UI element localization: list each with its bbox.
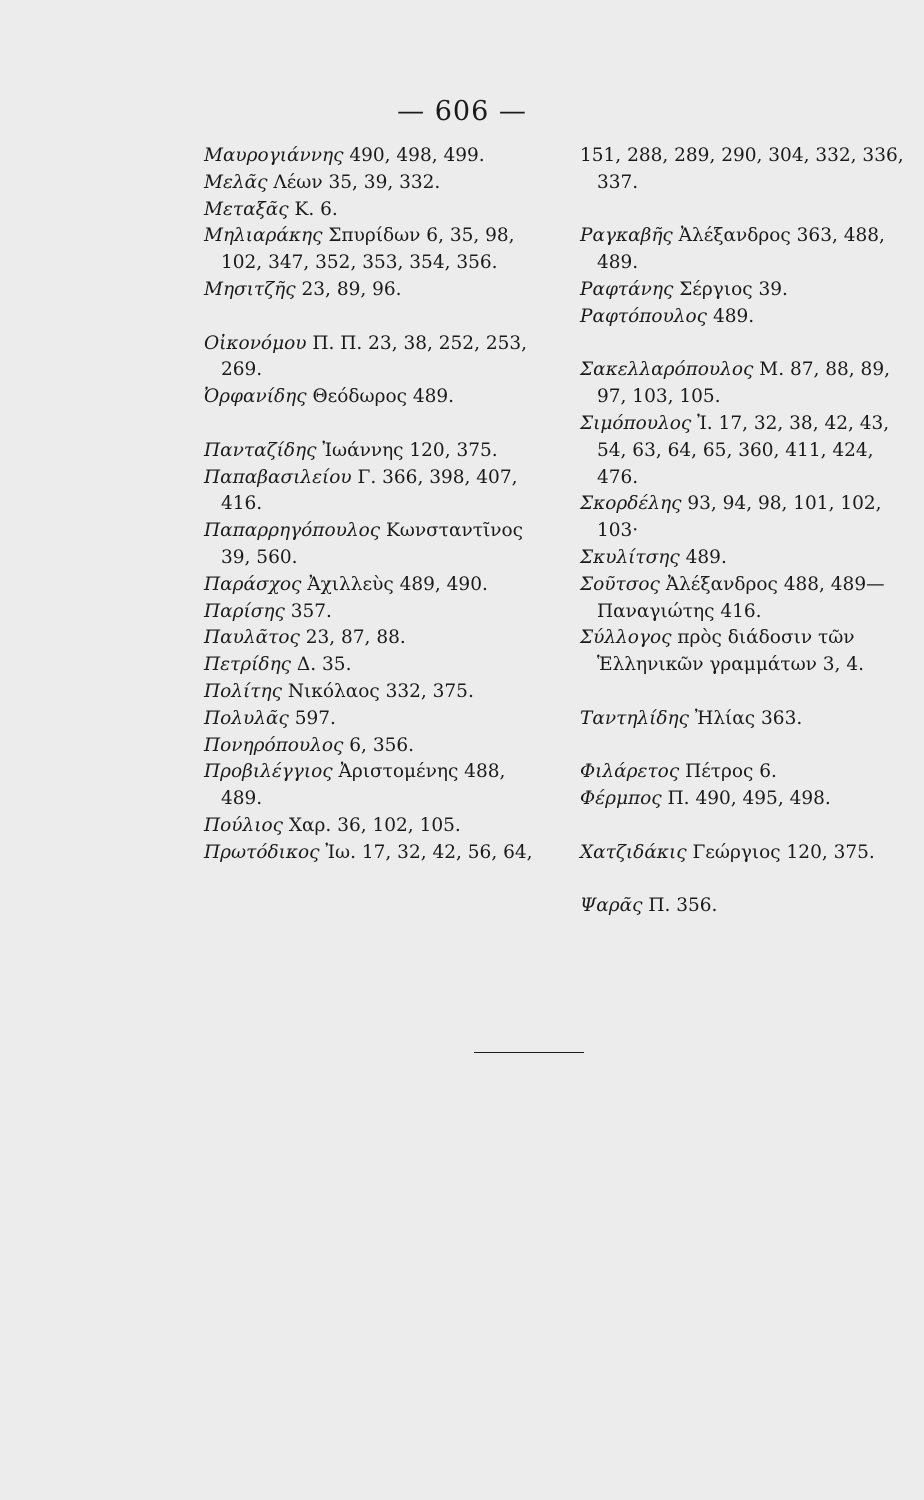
entry-name: Ραφτόπουλος	[580, 305, 708, 327]
entry-refs: Δ. 35.	[296, 654, 352, 676]
entry-name: Μελᾶς	[204, 171, 268, 193]
end-rule	[474, 1052, 584, 1053]
index-entry	[580, 893, 904, 920]
entry-name: Πούλιος	[204, 814, 283, 836]
entry-gap	[204, 411, 544, 438]
entry-gap	[580, 197, 904, 224]
index-entry	[580, 759, 904, 786]
entry-refs: Ἰωάννης 120, 375.	[322, 439, 498, 461]
index-entry	[204, 599, 544, 626]
index-entry	[204, 438, 544, 465]
entry-refs: Π. 356.	[648, 895, 718, 917]
entry-refs: 23, 89, 96.	[301, 278, 402, 300]
entry-refs: 489.	[712, 305, 755, 327]
entry-name: Παρίσης	[204, 600, 285, 622]
entry-name: Φέρμπος	[580, 788, 662, 810]
index-entry	[580, 625, 904, 679]
entry-gap	[580, 733, 904, 760]
entry-name: Χατζιδάκις	[580, 841, 687, 863]
entry-refs: Ἀχιλλεὺς 489, 490.	[307, 573, 488, 595]
index-entry	[204, 813, 544, 840]
index-entry	[204, 223, 544, 277]
entry-refs: Νικόλαος 332, 375.	[287, 680, 474, 702]
entry-refs: 490, 498, 499.	[349, 145, 485, 166]
entry-refs: πρὸς διάδοσιν τῶν Ἑλληνικῶν γραμμάτων 3, 4.	[597, 627, 864, 676]
entry-refs: 151, 288, 289, 290, 304, 332, 336, 337.	[580, 145, 904, 193]
entry-refs: Κωνσταντῖνος 39, 560.	[221, 520, 523, 568]
index-entry	[204, 465, 544, 519]
index-entry	[580, 223, 904, 277]
index-entry	[580, 304, 904, 331]
entry-name: Πολίτης	[204, 680, 282, 702]
entry-name: Σοῦτσος	[580, 573, 660, 595]
entry-name: Παυλᾶτος	[204, 627, 300, 649]
entry-name: Μηλιαράκης	[204, 225, 323, 247]
entry-refs: 357.	[290, 600, 332, 622]
index-entry	[204, 331, 544, 385]
index-entry	[580, 411, 904, 491]
index-entry	[204, 572, 544, 599]
entry-refs: 6, 356.	[349, 734, 415, 756]
entry-name: Πονηρόπουλος	[204, 734, 344, 756]
entry-gap	[204, 304, 544, 331]
entry-name: Ραγκαβῆς	[580, 225, 673, 247]
entry-refs: 23, 87, 88.	[305, 627, 406, 649]
entry-name: Σακελλαρόπουλος	[580, 359, 754, 381]
index-entry	[204, 518, 544, 572]
entry-refs: Ἀλέξανδρος 488, 489—Παναγιώτης 416.	[597, 573, 885, 622]
entry-refs: Γεώργιος 120, 375.	[692, 841, 875, 863]
index-entry	[204, 143, 544, 170]
index-entry	[580, 357, 904, 411]
entry-refs: 489.	[685, 546, 727, 568]
page-number: — 606 —	[397, 96, 527, 127]
entry-refs: Π. Π. 23, 38, 252, 253, 269.	[221, 332, 528, 381]
entry-gap	[580, 813, 904, 840]
entry-refs: Σέργιος 39.	[679, 278, 788, 300]
index-entry	[204, 706, 544, 733]
entry-refs: Σπυρίδων 6, 35, 98, 102, 347, 352, 353, 354, 356.	[221, 225, 515, 274]
entry-refs: Κ. 6.	[294, 198, 338, 220]
entry-refs: Ἰω. 17, 32, 42, 56, 64,	[325, 841, 533, 863]
entry-name: Σιμόπουλος	[580, 412, 692, 434]
entry-name: Προβιλέγγιος	[204, 761, 333, 783]
entry-name: Πολυλᾶς	[204, 707, 289, 729]
entry-refs: Θεόδωρος 489.	[312, 386, 455, 408]
entry-name: Μεταξᾶς	[204, 198, 289, 220]
entry-name: Σύλλογος	[580, 627, 672, 649]
index-entry	[580, 545, 904, 572]
entry-name: Ὀρφανίδης	[204, 386, 307, 408]
index-entry	[204, 733, 544, 760]
entry-name: Πετρίδης	[204, 654, 292, 676]
index-entry	[204, 170, 544, 197]
entry-gap	[580, 867, 904, 894]
index-entry	[204, 652, 544, 679]
index-entry	[204, 840, 544, 867]
entry-refs: Ἀριστομένης 488, 489.	[221, 761, 506, 810]
entry-refs: Ἠλίας 363.	[694, 707, 803, 729]
entry-name: Μησιτζῆς	[204, 278, 296, 300]
index-entry	[580, 706, 904, 733]
index-entry	[204, 759, 544, 813]
entry-refs: Λέων 35, 39, 332.	[273, 171, 441, 193]
entry-refs: Πέτρος 6.	[685, 761, 777, 783]
entry-name: Φιλάρετος	[580, 761, 680, 783]
entry-name: Ραφτάνης	[580, 278, 674, 300]
entry-refs: Ἀλέξανδρος 363, 488, 489.	[597, 225, 885, 274]
entry-gap	[580, 331, 904, 358]
entry-name: Οἰκονόμου	[204, 332, 307, 354]
entry-refs: 93, 94, 98, 101, 102, 103·	[597, 493, 882, 542]
entry-name: Παπαρρηγόπουλος	[204, 520, 381, 542]
index-entry	[204, 679, 544, 706]
index-entry	[204, 197, 544, 224]
entry-gap	[580, 679, 904, 706]
entry-refs: 597.	[294, 707, 336, 729]
entry-name: Σκυλίτσης	[580, 546, 680, 568]
index-entry	[580, 491, 904, 545]
entry-refs: Π. 490, 495, 498.	[667, 788, 831, 810]
entry-name: Πανταζίδης	[204, 439, 317, 461]
index-entry	[204, 384, 544, 411]
entry-name: Ταντηλίδης	[580, 707, 689, 729]
entry-refs: Μ. 87, 88, 89, 97, 103, 105.	[597, 359, 890, 408]
index-entry	[204, 625, 544, 652]
index-entry	[204, 277, 544, 304]
index-entry	[580, 840, 904, 867]
index-entry	[580, 572, 904, 626]
entry-refs: Χαρ. 36, 102, 105.	[288, 814, 461, 836]
index-entry	[580, 277, 904, 304]
index-entry	[580, 143, 904, 197]
entry-name: Παράσχος	[204, 573, 302, 595]
entry-name: Ψαρᾶς	[580, 895, 643, 917]
entry-name: Πρωτόδικος	[204, 841, 320, 863]
entry-name: Μαυρογιάννης	[204, 145, 344, 166]
entry-refs: Ἰ. 17, 32, 38, 42, 43, 54, 63, 64, 65, 360, 411, 424, 476.	[597, 412, 890, 488]
index-entry	[580, 786, 904, 813]
entry-name: Σκορδέλης	[580, 493, 682, 515]
entry-name: Παπαβασιλείου	[204, 466, 352, 488]
entry-refs: Γ. 366, 398, 407, 416.	[221, 466, 518, 515]
index-column-left	[204, 143, 544, 867]
index-column-right	[580, 143, 904, 920]
